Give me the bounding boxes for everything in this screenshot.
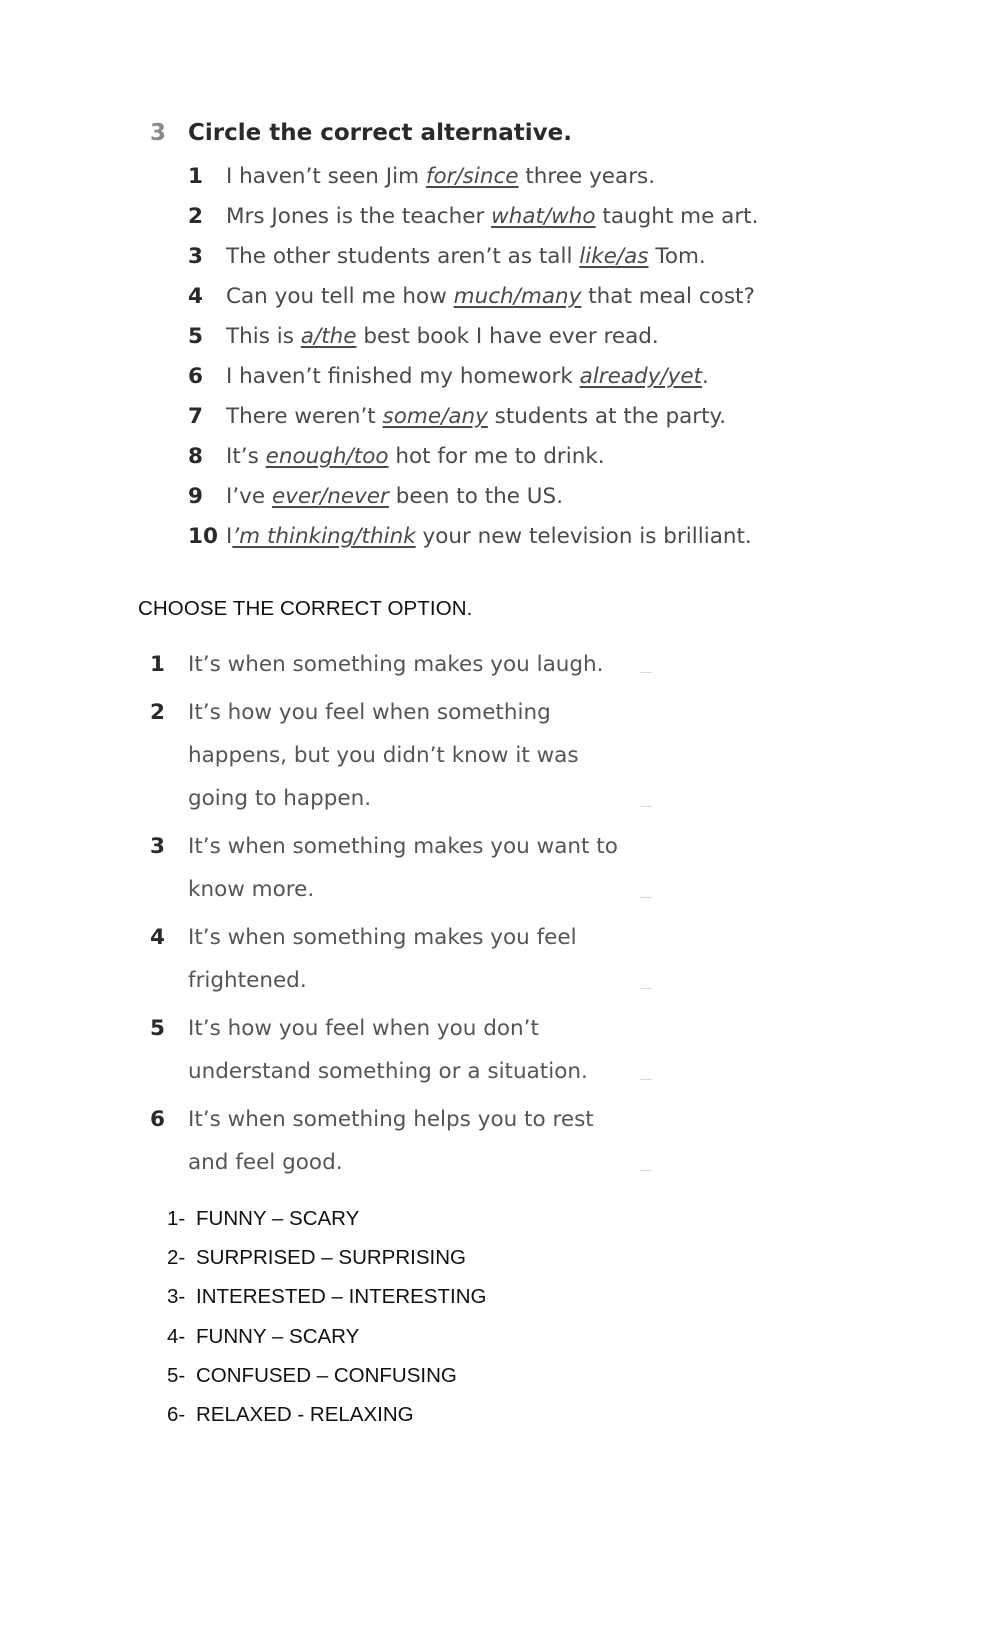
definitions-list [150, 643, 670, 1189]
item-text-before: Can you tell me how [226, 284, 454, 309]
alternative-choice[interactable]: a/the [300, 324, 357, 349]
item-text-after: taught me art. [595, 204, 759, 229]
alternative-choice[interactable]: enough/too [265, 444, 389, 469]
option-number: 6- [167, 1402, 186, 1426]
item-text-before: The other students aren’t as tall [226, 244, 580, 269]
item-text-before: I [226, 524, 233, 549]
item-text-after: been to the US. [388, 484, 564, 509]
item-text-after: best book I have ever read. [356, 324, 659, 349]
item-number: 9 [188, 484, 203, 509]
item-text-before: I haven’t finished my homework [226, 364, 580, 389]
item-number: 3 [188, 244, 203, 269]
item-text-before: This is [226, 324, 301, 349]
definition-number: 6 [150, 1107, 165, 1132]
option-text: FUNNY – SCARY [196, 1324, 360, 1348]
answer-blank[interactable]: ...... [640, 982, 652, 992]
option-item [167, 1246, 486, 1285]
item-text-after: students at the party. [487, 404, 727, 429]
exercise-title: Circle the correct alternative. [188, 120, 573, 146]
exercise-item [188, 484, 758, 524]
alternative-choice[interactable]: much/many [453, 284, 582, 309]
option-item [167, 1285, 486, 1324]
definition-text: It’s how you feel when something happens, but you didn’t know it was going to happen. [188, 700, 579, 811]
item-text-before: I haven’t seen Jim [226, 164, 426, 189]
exercise-3-list [188, 164, 758, 564]
alternative-choice[interactable]: for/since [425, 164, 519, 189]
definition-number: 1 [150, 652, 165, 677]
item-text-after: hot for me to drink. [388, 444, 605, 469]
item-text-before: It’s [226, 444, 266, 469]
alternative-choice[interactable]: ’m thinking/think [232, 524, 416, 549]
answer-blank[interactable]: ...... [640, 1073, 652, 1083]
options-list [167, 1207, 486, 1442]
item-number: 8 [188, 444, 203, 469]
option-text: CONFUSED – CONFUSING [196, 1363, 457, 1387]
item-text-before: Mrs Jones is the teacher [226, 204, 492, 229]
exercise-3-heading [150, 120, 572, 146]
option-number: 5- [167, 1363, 186, 1387]
definition-text: It’s when something makes you want to know more. [188, 834, 618, 902]
item-text-before: There weren’t [226, 404, 383, 429]
option-number: 3- [167, 1285, 186, 1309]
item-text-after: . [702, 364, 709, 389]
item-text-before: I’ve [226, 484, 272, 509]
answer-blank[interactable]: ...... [640, 1164, 652, 1174]
exercise-item [188, 164, 758, 204]
option-text: RELAXED - RELAXING [196, 1402, 414, 1426]
exercise-item [188, 524, 758, 564]
exercise-number: 3 [150, 120, 167, 146]
option-text: SURPRISED – SURPRISING [196, 1246, 466, 1270]
definition-number: 4 [150, 925, 165, 950]
item-text-after: Tom. [648, 244, 706, 269]
definition-text: It’s when something helps you to rest and feel good. [188, 1107, 594, 1175]
alternative-choice[interactable]: some/any [382, 404, 488, 429]
exercise-item [188, 404, 758, 444]
definition-item [150, 916, 670, 1002]
item-number: 10 [188, 524, 218, 549]
definition-text: It’s when something makes you feel frightened. [188, 925, 577, 993]
definition-number: 2 [150, 700, 165, 725]
answer-blank[interactable]: ...... [640, 800, 652, 810]
alternative-choice[interactable]: ever/never [271, 484, 389, 509]
exercise-item [188, 244, 758, 284]
alternative-choice[interactable]: already/yet [579, 364, 703, 389]
definition-item [150, 643, 670, 686]
exercise-item [188, 324, 758, 364]
exercise-item [188, 204, 758, 244]
option-item [167, 1325, 486, 1364]
exercise-item [188, 364, 758, 404]
option-item [167, 1207, 486, 1246]
definition-number: 5 [150, 1016, 165, 1041]
option-text: FUNNY – SCARY [196, 1207, 360, 1230]
option-text: INTERESTED – INTERESTING [196, 1285, 487, 1309]
option-number: 2- [167, 1246, 186, 1270]
definition-number: 3 [150, 834, 165, 859]
answer-blank[interactable]: ...... [640, 666, 652, 676]
option-number: 1- [167, 1207, 186, 1230]
answer-blank[interactable]: ...... [640, 891, 652, 901]
option-item [167, 1403, 486, 1442]
definition-item [150, 691, 670, 820]
item-text-after: your new television is brilliant. [415, 524, 752, 549]
option-item [167, 1364, 486, 1403]
item-number: 4 [188, 284, 203, 309]
item-number: 5 [188, 324, 203, 349]
definition-text: It’s when something makes you laugh. [188, 652, 604, 677]
exercise-item [188, 284, 758, 324]
item-text-after: three years. [518, 164, 656, 189]
definition-item [150, 825, 670, 911]
definition-text: It’s how you feel when you don’t understand something or a situation. [188, 1016, 588, 1084]
item-number: 2 [188, 204, 203, 229]
choose-heading: CHOOSE THE CORRECT OPTION. [138, 597, 473, 620]
item-text-after: that meal cost? [581, 284, 755, 309]
definition-item [150, 1098, 670, 1184]
definition-item [150, 1007, 670, 1093]
alternative-choice[interactable]: like/as [579, 244, 649, 269]
option-number: 4- [167, 1324, 186, 1348]
alternative-choice[interactable]: what/who [491, 204, 596, 229]
exercise-item [188, 444, 758, 484]
item-number: 7 [188, 404, 203, 429]
item-number: 1 [188, 164, 203, 189]
item-number: 6 [188, 364, 203, 389]
